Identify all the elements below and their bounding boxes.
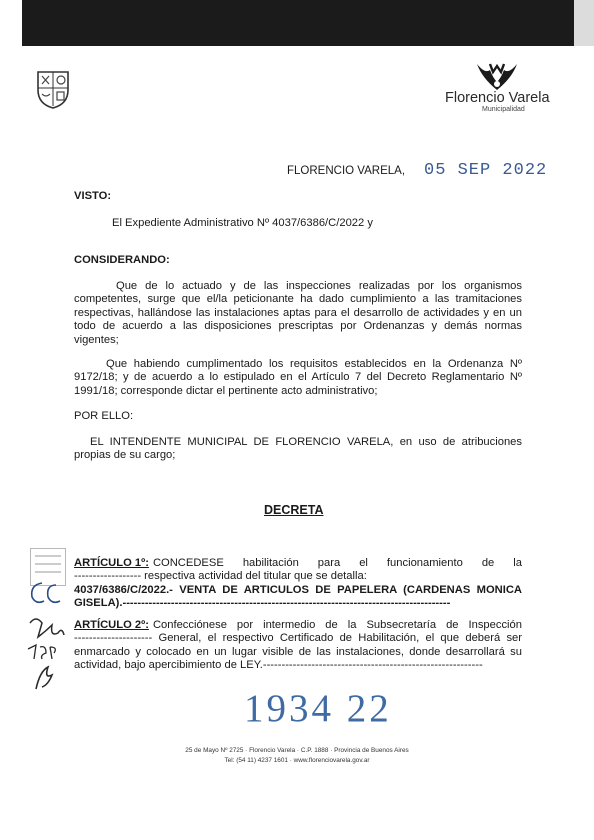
date-stamp: 05 SEP 2022 [424, 161, 548, 180]
footer-address: 25 de Mayo Nº 2725 · Florencio Varela · C.P. 1888 · Provincia de Buenos Aires [185, 747, 409, 754]
article-1-line-2: ------------------ respectiva actividad del titular que se detalla: [74, 570, 367, 583]
decree-number-stamp: 1934 22 [244, 687, 392, 730]
scan-top-bar-edge [574, 0, 594, 46]
article-2-label: ARTÍCULO 2º: [74, 619, 149, 631]
visto-heading: VISTO: [74, 190, 112, 202]
article-2-rest: --------------------- General, el respectivo Certificado de Habilitación, el que deberá ser enmarcado y colocado en un lugar visible de las instalaciones, donde desarrollará su actividad, bajo apercibimiento de LEY.----------------------------------------------------------- [74, 632, 522, 672]
por-ello-text: EL INTENDENTE MUNICIPAL DE FLORENCIO VARELA, en uso de atribuciones propias de su cargo; [74, 436, 522, 462]
article-1-line-1 [74, 557, 522, 570]
article-1-label: ARTÍCULO 1º: [74, 557, 149, 569]
handwritten-initials-icon [22, 575, 72, 695]
logo-text: Florencio Varela [445, 90, 550, 106]
article-1-text: CONCEDESE habilitación para el funcionamiento de la [152, 557, 522, 569]
footer-contact: Tel: (54 11) 4237 1601 · www.florenciovarela.gov.ar [224, 757, 370, 764]
article-2-line-1 [74, 619, 522, 632]
scan-top-bar [22, 0, 574, 46]
article-1-detail: 4037/6386/C/2022.- VENTA DE ARTICULOS DE PAPELERA (CARDENAS MONICA GISELA).---------------------------------------------------------------------------------------- [74, 583, 522, 610]
coat-of-arms-icon [34, 68, 72, 110]
place-label: FLORENCIO VARELA, [287, 165, 406, 177]
considerando-heading: CONSIDERANDO: [74, 254, 170, 266]
por-ello-heading: POR ELLO: [74, 410, 134, 422]
article-2-text: Confecciónese por intermedio de la Subsecretaría de Inspección [152, 619, 522, 631]
visto-text: El Expediente Administrativo Nº 4037/6386/C/2022 y [112, 217, 373, 229]
considerando-paragraph-1: Que de lo actuado y de las inspecciones realizadas por los organismos competentes, surge que el/la peticionante ha dado cumplimiento a las tramitaciones respectivas, hallándose las instalaciones aptas para el desarrollo de actividades y en un todo de acuerdo a las disposiciones prescriptas por Ordenanzas y demás normas vigentes; [74, 280, 522, 346]
decreta-heading: DECRETA [264, 503, 324, 517]
municipality-logo-icon [474, 60, 520, 94]
article-2 [74, 619, 522, 673]
article-1 [74, 557, 522, 611]
considerando-paragraph-2: Que habiendo cumplimentado los requisitos establecidos en la Ordenanza Nº 9172/18; y de acuerdo a lo estipulado en el Artículo 7 del Decreto Reglamentario Nº 1991/18; corresponde dictar el pertinente acto administrativo; [74, 358, 522, 397]
logo-subtext: Municipalidad [482, 106, 525, 113]
